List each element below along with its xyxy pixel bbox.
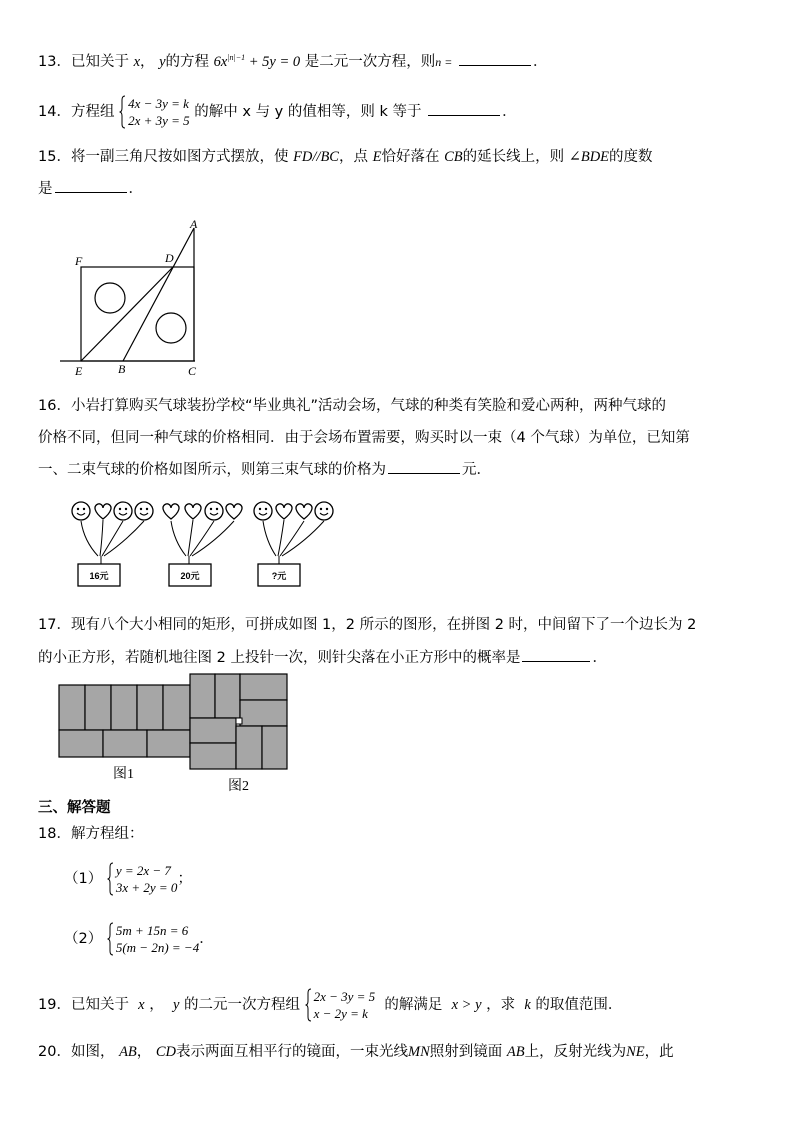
text: ．	[128, 181, 143, 197]
balloon-bunch-3	[254, 502, 333, 586]
smiley-balloon-icon	[254, 502, 272, 520]
equation	[214, 54, 301, 70]
answer-blank[interactable]	[428, 101, 500, 116]
question-17-line-1: 17．现有八个大小相同的矩形，可拼成如图 1，2 所示的图形，在拼图 2 时，中间留下了一个边长为 2	[38, 617, 697, 633]
label-a: A	[190, 217, 198, 231]
text: 的取值范围．	[535, 997, 623, 1013]
price-label: 20元	[180, 571, 200, 581]
answer-blank[interactable]	[55, 178, 127, 193]
smiley-balloon-icon	[72, 502, 90, 520]
question-16-line-1: 16．小岩打算购买气球装扮学校“毕业典礼”活动会场，气球的种类有笑脸和爱心两种，两种气球的	[38, 398, 666, 414]
smiley-balloon-icon	[114, 502, 132, 520]
question-16-line-3	[38, 459, 491, 480]
equation-system	[107, 862, 178, 896]
heart-balloon-icon	[296, 504, 312, 519]
heart-balloon-icon	[185, 504, 201, 519]
question-19	[38, 984, 622, 1026]
text: 是二元一次方程，则	[304, 53, 436, 70]
figure-1-caption: 图1	[113, 767, 134, 782]
part-label: （1）	[64, 871, 103, 887]
var-y: y	[172, 997, 180, 1013]
parallel-expr: FD//BC	[293, 149, 339, 165]
label-b: B	[118, 362, 126, 376]
equation-1: 2x − 3y = 5	[313, 989, 376, 1004]
equation-2: x − 2y = k	[313, 1006, 368, 1021]
text: ，	[136, 1044, 152, 1060]
label-e: E	[75, 364, 83, 378]
equation-system	[107, 922, 199, 956]
text: ，点	[338, 149, 368, 165]
question-18-part-1	[64, 858, 192, 900]
text: ．	[502, 104, 517, 120]
question-number: 14．	[38, 104, 71, 120]
heart-balloon-icon	[276, 504, 292, 519]
text: 已知关于	[70, 997, 129, 1013]
mirror-ab: AB	[506, 1044, 525, 1060]
question-15	[38, 147, 653, 167]
label-f: F	[75, 254, 83, 268]
text: 表示两面互相平行的镜面，一束光线	[176, 1044, 409, 1060]
answer-blank[interactable]	[388, 459, 460, 474]
rectangle-figure-1	[58, 684, 192, 760]
text: ，	[149, 997, 164, 1013]
point-e: E	[372, 149, 382, 165]
text: ．	[199, 931, 214, 947]
equation-system	[305, 988, 376, 1022]
part-label: （2）	[64, 931, 103, 947]
brace-icon	[107, 862, 114, 896]
equation-1: 4x − 3y = k	[128, 96, 189, 111]
equation-2: 2x + 3y = 5	[128, 113, 190, 128]
var-y: y	[159, 53, 166, 70]
smiley-balloon-icon	[315, 502, 333, 520]
text: ，求	[486, 997, 516, 1013]
mirror-cd: CD	[155, 1044, 177, 1060]
question-number: 19．	[38, 997, 71, 1013]
text: ，此	[644, 1044, 674, 1060]
text: 将一副三角尺按如图方式摆放，使	[70, 149, 289, 165]
text: 的解满足	[384, 997, 443, 1013]
figure-2-caption: 图2	[228, 779, 249, 794]
text: 恰好落在	[381, 149, 440, 165]
text: 照射到镜面	[429, 1044, 503, 1060]
brace-icon	[305, 988, 312, 1022]
text: 元．	[462, 462, 491, 478]
question-16-line-2: 价格不同，但同一种气球的价格相同．由于会场布置需要，购买时以一束（4 个气球）为单位，已知第	[38, 430, 690, 446]
text: 的度数	[609, 149, 653, 165]
question-number: 20．	[38, 1044, 71, 1060]
section-heading: 三、解答题	[38, 800, 111, 816]
ray-mn: MN	[408, 1044, 430, 1060]
answer-blank[interactable]	[459, 51, 531, 66]
question-number: 15．	[38, 149, 71, 165]
n-equals: n =	[435, 54, 453, 69]
balloon-bunch-2	[163, 502, 242, 586]
text: ．	[592, 650, 607, 666]
eq-part: 6x	[213, 53, 228, 70]
equation-1: y = 2x − 7	[115, 863, 171, 878]
label-d: D	[165, 251, 174, 265]
text: 上，反射光线为	[524, 1044, 627, 1060]
question-18-part-2	[64, 918, 214, 960]
exponent: |n|−1	[227, 53, 246, 62]
brace-icon	[119, 95, 126, 129]
text: ，	[140, 53, 155, 70]
question-14	[38, 92, 517, 132]
text: 的二元一次方程组	[183, 997, 300, 1013]
question-20	[38, 1042, 674, 1062]
text: 的小正方形，若随机地往图 2 上投针一次，则针尖落在小正方形中的概率是	[38, 650, 521, 666]
text: 方程组	[70, 104, 115, 120]
ruler-hole-2	[156, 313, 186, 343]
question-15-cont	[38, 178, 143, 199]
var-k: k	[524, 997, 531, 1013]
text: 如图，	[70, 1044, 115, 1060]
question-17-line-2	[38, 647, 607, 668]
price-label: ?元	[271, 571, 287, 581]
eq-part: + 5y = 0	[245, 53, 301, 70]
condition: x > y	[451, 997, 482, 1013]
text: 的方程	[165, 53, 210, 70]
equation-system	[119, 95, 190, 129]
text: 的延长线上，则	[462, 149, 565, 165]
mirror-ab: AB	[119, 1044, 137, 1060]
brace-icon	[107, 922, 114, 956]
equation-2: 3x + 2y = 0	[115, 880, 178, 895]
var-x: x	[138, 997, 145, 1013]
triangle-rulers-figure	[55, 216, 215, 378]
text: ；	[177, 871, 192, 887]
balloon-bunches-figure	[66, 496, 356, 594]
price-label: 16元	[89, 571, 109, 581]
small-square-gap	[236, 718, 242, 724]
segment-cb: CB	[444, 149, 463, 165]
question-18-title: 18．解方程组：	[38, 826, 144, 842]
angle-bde: ∠BDE	[568, 149, 610, 165]
question-13	[38, 48, 547, 72]
heart-balloon-icon	[226, 504, 242, 519]
line-ed	[81, 267, 173, 361]
rectangle-figure-2	[188, 672, 290, 772]
ruler-hole-1	[95, 283, 125, 313]
ray-ne: NE	[626, 1044, 645, 1060]
text: 的解中 x 与 y 的值相等，则 k 等于	[194, 104, 422, 120]
line-ab	[123, 228, 194, 361]
answer-blank[interactable]	[522, 647, 590, 662]
balloon-bunch-1	[72, 502, 153, 586]
text: 是	[38, 181, 53, 197]
var-x: x	[133, 53, 140, 70]
label-c: C	[188, 364, 197, 378]
text: ．	[532, 53, 548, 70]
question-number: 13．	[38, 53, 71, 70]
heart-balloon-icon	[95, 504, 111, 519]
text: 一、二束气球的价格如图所示，则第三束气球的价格为	[38, 462, 386, 478]
smiley-balloon-icon	[135, 502, 153, 520]
heart-balloon-icon	[163, 504, 179, 519]
text: 已知关于	[70, 53, 129, 70]
equation-1: 5m + 15n = 6	[115, 923, 189, 938]
equation-2: 5(m − 2n) = −4	[115, 940, 200, 955]
smiley-balloon-icon	[205, 502, 223, 520]
